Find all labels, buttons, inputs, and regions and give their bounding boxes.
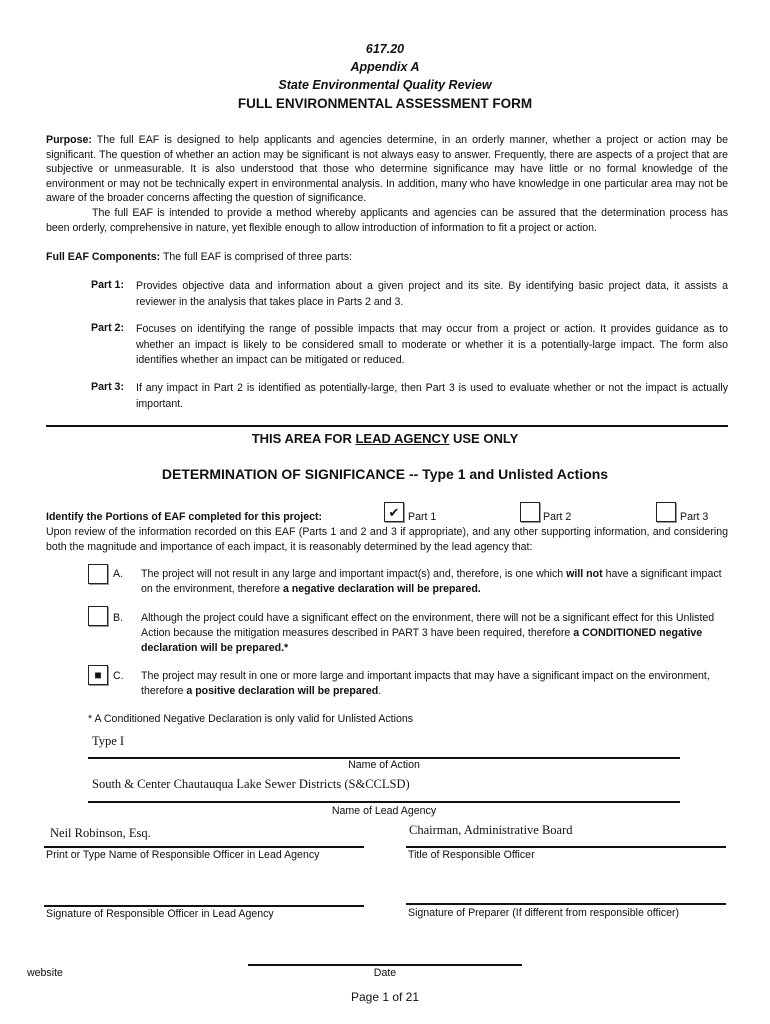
option-c-checkbox[interactable] [88, 665, 108, 685]
part2-checkbox-label: Part 2 [543, 511, 572, 523]
subtitle: State Environmental Quality Review [278, 78, 492, 92]
part3-checkbox[interactable] [656, 502, 676, 522]
option-a-letter: A. [113, 568, 124, 580]
section-divider [46, 425, 728, 427]
components-label: Full EAF Components: [46, 251, 161, 263]
option-a-text [141, 567, 731, 597]
option-c-bold-1: a positive declaration will be prepared [186, 685, 379, 697]
part1-checkbox[interactable] [384, 502, 404, 522]
purpose-paragraph-2: The full EAF is intended to provide a method whereby applicants and agencies can be assured that the determination process has been orderly, comprehensive in nature, yet flexible enough to allow introduction of information to fit a project or action. [46, 207, 728, 234]
lead-agency-underlined: LEAD AGENCY [355, 431, 450, 446]
option-c-text [141, 669, 731, 699]
lead-agency-heading [0, 431, 770, 446]
purpose-label: Purpose: [46, 134, 92, 146]
option-b-letter: B. [113, 612, 124, 624]
option-a-bold-1: will not [566, 568, 603, 580]
officer-title-value[interactable]: Chairman, Administrative Board [409, 823, 573, 837]
part1-checkbox-label: Part 1 [408, 511, 437, 523]
lead-agency-value[interactable]: South & Center Chautauqua Lake Sewer Districts (S&CCLSD) [92, 777, 410, 791]
officer-name-label: Print or Type Name of Responsible Officer in Lead Agency [46, 849, 320, 861]
option-a-text-1: The project will not result in any large and important impact(s) and, therefore, is one which [141, 568, 567, 580]
part2-text: Focuses on identifying the range of possible impacts that may occur from a project or action. It provides guidance as to whether an impact is likely to be considered small to moderate or whether it is a potentially-large impact. The form also identifies whether an impact can be mitigated or reduced. [136, 323, 728, 366]
checkmark-icon: ✔ [388, 504, 400, 520]
option-a-bold-2: a negative declaration will be prepared. [282, 583, 481, 595]
review-text: Upon review of the information recorded on this EAF (Parts 1 and 2 and 3 if appropriate), and any other supporting information, and considering both the magnitude and importance of each impact, it is reasonably determined by the lead agency that: [46, 526, 728, 553]
date-label: Date [373, 967, 397, 979]
lead-agency-line [88, 801, 680, 803]
option-b-text-1: Although the project could have a significant effect on the environment, there will not be a significant effect for this Unlisted Action because the mitigation measures described in PART 3 have been required, therefore [141, 612, 715, 639]
part2-checkbox[interactable] [520, 502, 540, 522]
appendix-label: Appendix A [350, 60, 420, 74]
signature-preparer-line[interactable] [406, 903, 726, 905]
page-title: FULL ENVIRONMENTAL ASSESSMENT FORM [237, 96, 533, 111]
option-a-text-2: have a significant impact on the environment, therefore [141, 568, 722, 595]
page-number: Page 1 of 21 [350, 990, 420, 1004]
purpose-text: The full EAF is designed to help applicants and agencies determine, in an orderly manner, whether a project or action may be significant. The question of whether an action may be significant is not always easy to answer. Frequently, there are aspects of a project that are subjective or unmeasurable. It is also understood that those who determine significance may have little or no formal knowledge of the environment or may not be technically expert in environmental analysis. In addition, many who have knowledge in one particular area may not be aware of the broader concerns affecting the question of significance. [46, 134, 728, 205]
filled-square-icon: ■ [94, 668, 102, 682]
components-intro [46, 250, 728, 265]
name-of-action-label: Name of Action [348, 759, 420, 771]
components-text: The full EAF is comprised of three parts: [162, 251, 352, 263]
option-b-bold-1: a CONDITIONED negative declaration will be prepared.* [141, 627, 703, 654]
option-b-text [141, 611, 731, 656]
lead-agency-prefix: THIS AREA FOR [251, 431, 356, 446]
section-number: 617.20 [365, 42, 405, 56]
part1-text: Provides objective data and information about a given project and its site. By identifying basic project data, it assists a reviewer in the analysis that takes place in Parts 2 and 3. [136, 280, 728, 308]
option-b-checkbox[interactable] [88, 606, 108, 626]
officer-title-label: Title of Responsible Officer [408, 849, 535, 861]
signature-preparer-label: Signature of Preparer (If different from responsible officer) [408, 907, 680, 919]
part2-label: Part 2: [91, 322, 124, 334]
part3-text: If any impact in Part 2 is identified as potentially-large, then Part 3 is used to evaluate whether or not the impact is actually important. [136, 382, 728, 410]
option-c-text-2: . [378, 685, 382, 697]
option-c-letter: C. [113, 670, 124, 682]
type-value[interactable]: Type I [92, 734, 125, 748]
option-c-text-1: The project may result in one or more large and important impacts that may have a significant impact on the environment, therefore [141, 670, 710, 697]
footnote: * A Conditioned Negative Declaration is only valid for Unlisted Actions [88, 713, 414, 725]
website-label: website [27, 967, 63, 979]
lead-agency-label: Name of Lead Agency [331, 805, 437, 817]
lead-agency-suffix: USE ONLY [449, 431, 519, 446]
signature-officer-label: Signature of Responsible Officer in Lead Agency [46, 908, 274, 920]
part3-label: Part 3: [91, 381, 124, 393]
purpose-paragraph [46, 133, 728, 206]
part3-checkbox-label: Part 3 [680, 511, 709, 523]
option-a-checkbox[interactable] [88, 564, 108, 584]
determination-title: DETERMINATION OF SIGNIFICANCE -- Type 1 and Unlisted Actions [161, 466, 609, 482]
officer-name-value[interactable]: Neil Robinson, Esq. [50, 826, 151, 840]
part1-label: Part 1: [91, 279, 124, 291]
identify-label: Identify the Portions of EAF completed for this project: [46, 511, 323, 523]
